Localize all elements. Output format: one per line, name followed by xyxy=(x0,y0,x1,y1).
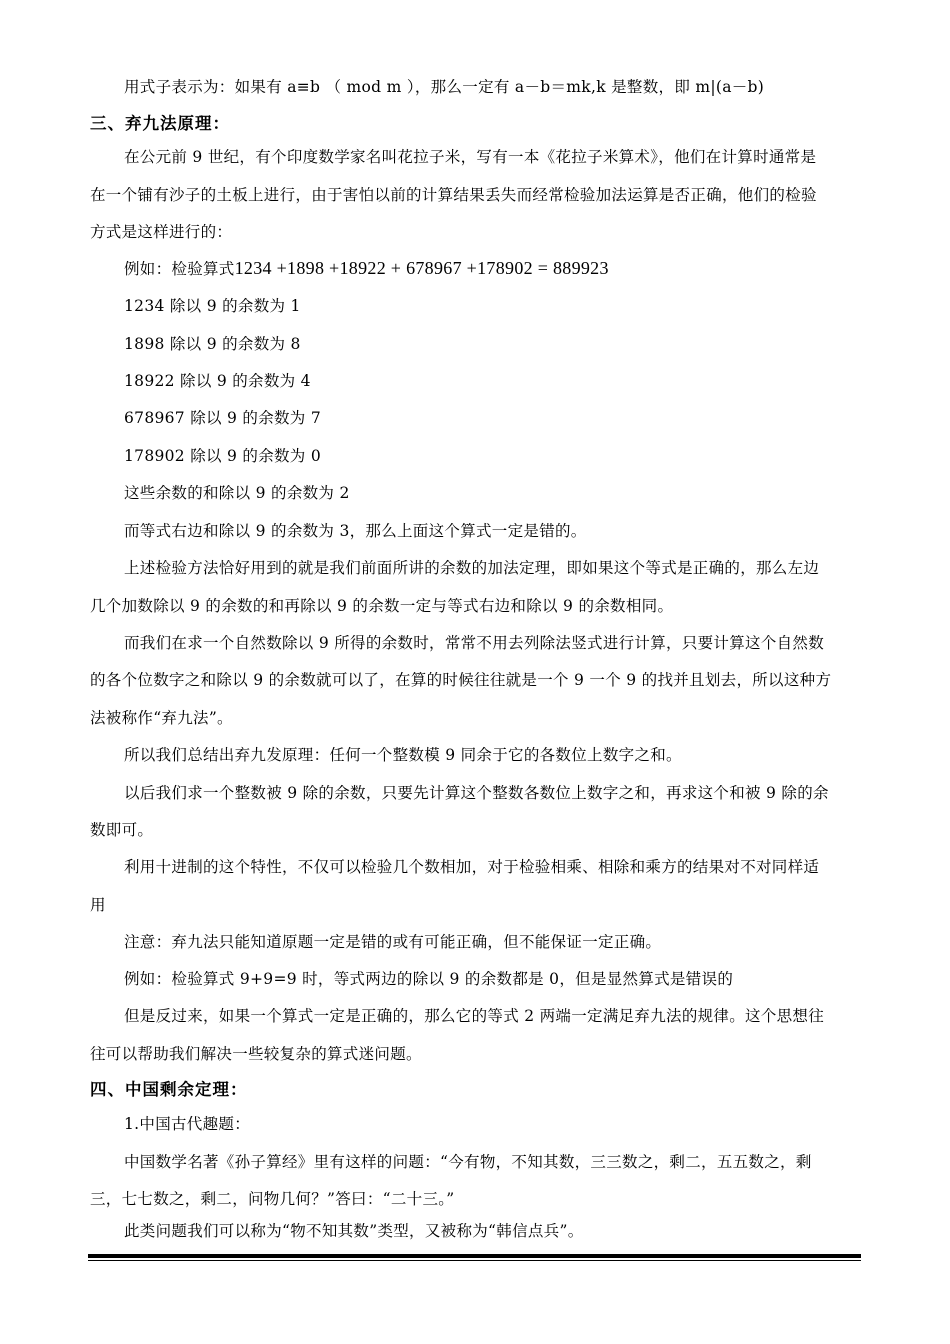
paragraph-line: 用 xyxy=(90,896,106,914)
congruence-definition: 用式子表示为：如果有 a≡b （ mod m ），那么一定有 a－b＝mk,k 是整数，即 m|(a－b) xyxy=(124,78,765,96)
footer-rule-thin xyxy=(88,1260,861,1261)
paragraph-line: 利用十进制的这个特性，不仅可以检验几个数相加，对于检验相乘、相除和乘方的结果对不对同样适 xyxy=(124,858,820,876)
conclusion-line: 而等式右边和除以 9 的余数为 3，那么上面这个算式一定是错的。 xyxy=(124,522,587,540)
remainder-line: 178902 除以 9 的余数为 0 xyxy=(124,447,322,465)
paragraph-line: 在公元前 9 世纪，有个印度数学家名叫花拉子米，写有一本《花拉子米算术》，他们在计算时通常是 xyxy=(124,148,817,166)
remainder-line: 1234 除以 9 的余数为 1 xyxy=(124,297,301,315)
remainder-sum-line: 这些余数的和除以 9 的余数为 2 xyxy=(124,484,350,502)
paragraph-line: 以后我们求一个整数被 9 除的余数，只要先计算这个整数各数位上数字之和，再求这个和被 9 除的余 xyxy=(124,784,829,802)
principle-line: 所以我们总结出弃九发原理：任何一个整数模 9 同余于它的各数位上数字之和。 xyxy=(124,746,682,764)
paragraph-line: 数即可。 xyxy=(90,821,154,839)
footer-rule-thick xyxy=(88,1254,861,1258)
example-line xyxy=(124,257,870,280)
remainder-line: 18922 除以 9 的余数为 4 xyxy=(124,372,311,390)
paragraph-line: 上述检验方法恰好用到的就是我们前面所讲的余数的加法定理，即如果这个等式是正确的，那么左边 xyxy=(124,559,820,577)
remainder-line: 1898 除以 9 的余数为 8 xyxy=(124,335,301,353)
paragraph-line: 中国数学名著《孙子算经》里有这样的问题：“今有物，不知其数，三三数之，剩二，五五数之，剩 xyxy=(124,1153,812,1171)
paragraph-line: 方式是这样进行的： xyxy=(90,223,233,241)
section-heading-chinese-remainder-theorem: 四、中国剩余定理： xyxy=(90,1080,248,1099)
paragraph-line: 此类问题我们可以称为“物不知其数”类型，又被称为“韩信点兵”。 xyxy=(124,1222,584,1240)
paragraph-line: 在一个铺有沙子的土板上进行，由于害怕以前的计算结果丢失而经常检验加法运算是否正确，他们的检验 xyxy=(90,186,817,204)
paragraph-line: 几个加数除以 9 的余数的和再除以 9 的余数一定与等式右边和除以 9 的余数相同。 xyxy=(90,597,674,615)
note-line: 注意：弃九法只能知道原题一定是错的或有可能正确，但不能保证一定正确。 xyxy=(124,933,662,951)
remainder-line: 678967 除以 9 的余数为 7 xyxy=(124,409,322,427)
example-label: 例如：检验算式 xyxy=(124,260,235,278)
paragraph-line: 而我们在求一个自然数除以 9 所得的余数时，常常不用去列除法竖式进行计算，只要计算这个自然数 xyxy=(124,634,825,652)
example-formula: 1234 +1898 +18922 + 678967 +178902 = 889923 xyxy=(234,258,609,278)
paragraph-line: 三，七七数之，剩二，问物几何？”答曰：“二十三。” xyxy=(90,1190,455,1208)
example-line: 例如：检验算式 9+9=9 时，等式两边的除以 9 的余数都是 0，但是显然算式是错误的 xyxy=(124,970,734,988)
section-heading-casting-out-nines: 三、弃九法原理： xyxy=(90,114,230,133)
subheading-line: 1.中国古代趣题： xyxy=(124,1115,250,1133)
paragraph-line: 的各个位数字之和除以 9 的余数就可以了，在算的时候往往就是一个 9 一个 9 的找并且划去，所以这种方 xyxy=(90,671,832,689)
paragraph-line: 往可以帮助我们解决一些较复杂的算式迷问题。 xyxy=(90,1045,422,1063)
paragraph-line: 但是反过来，如果一个算式一定是正确的，那么它的等式 2 两端一定满足弃九法的规律。这个思想往 xyxy=(124,1007,825,1025)
paragraph-line: 法被称作“弃九法”。 xyxy=(90,709,233,727)
